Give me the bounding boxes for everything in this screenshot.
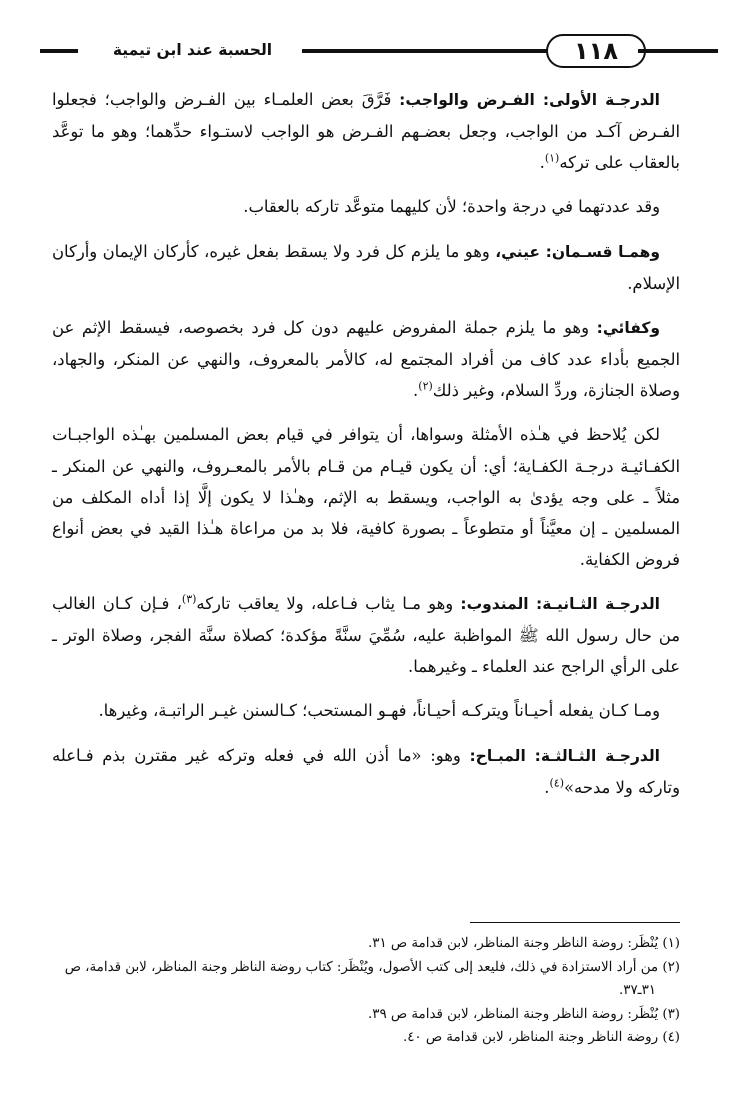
paragraph [52, 236, 680, 299]
paragraph [52, 740, 680, 803]
paragraph-lead: الدرجـة الثـانيـة: المندوب: [460, 595, 660, 613]
paragraph-lead: الدرجـة الأولى: الفـرض والواجب: [399, 91, 660, 109]
footnote: (١) يُنْظَر: روضة الناظر وجنة المناظر، لابن قدامة ص ٣١. [368, 936, 680, 951]
paragraph-text: ومـا كـان يفعله أحيـاناً ويتركـه أحيـاناً، فهـو المستحب؛ كـالسنن غيـر الراتبـة، وغيرها. [98, 701, 660, 720]
paragraph-lead: وهمـا قسـمان: عيني، [495, 243, 660, 261]
paragraph-tail: . [539, 153, 545, 172]
footnote-ref[interactable]: (٣) [181, 592, 197, 606]
paragraph-tail: . [544, 778, 550, 797]
paragraph [52, 695, 680, 727]
footnote: (٣) يُنْظَر: روضة الناظر وجنة المناظر، لابن قدامة ص ٣٩. [368, 1006, 680, 1022]
paragraph-lead: الدرجـة الثـالثـة: المبـاح: [469, 747, 660, 765]
paragraph-text: وهو ما يلزم كل فرد ولا يسقط بفعل غيره، كأركان الإيمان وأركان الإسلام. [52, 242, 680, 293]
paragraph-text: وقد عددتهما في درجة واحدة؛ لأن كليهما متوعَّد تاركه بالعقاب. [243, 197, 660, 216]
page-number: ١١٨ [546, 34, 646, 68]
paragraph [52, 191, 680, 223]
paragraph [52, 84, 680, 178]
footnotes [60, 932, 680, 1050]
footnote-separator [470, 922, 680, 923]
footnote-ref[interactable]: (٢) [418, 379, 433, 393]
footnote-ref[interactable]: (٤) [549, 776, 564, 790]
paragraph [52, 588, 680, 682]
paragraph-tail: . [413, 381, 419, 400]
paragraph-text: وهو ما يلزم جملة المفروض عليهم دون كل فرد بخصوصه، فيسقط الإثم عن الجميع بأداء عدد كاف من أفراد المجتمع له، كالأمر بالمعروف، والنهي عن المنكر، والجهاد، وصلاة الجنازة، وردِّ السلام، وغير ذلك [52, 318, 680, 400]
footnote: (٤) روضة الناظر وجنة المناظر، لابن قدامة ص ٤٠. [402, 1030, 680, 1045]
paragraph-text: وهو: «ما أذن الله في فعله وتركه غير مقترن بذم فـاعله وتاركه ولا مدحه» [52, 746, 680, 797]
footnote: (٢) من أراد الاستزادة في ذلك، فليعد إلى كتب الأصول، ويُنْظَر: كتاب روضة الناظر وجنة المناظر، لابن قدامة، ص ٣١ـ٣٧. [64, 959, 680, 998]
page-header [40, 30, 718, 70]
paragraph [52, 312, 680, 406]
paragraph-tail: ، فـإن كـان الغالب من حال رسول الله ﷺ المواظبة عليه، سُمِّيَ سنَّةً مؤكدة؛ كصلاة سنَّة الفجر، وصلاة الوتر ـ على الرأي الراجح عند العلماء ـ وغيرهما. [52, 594, 680, 676]
paragraph-text: لكن يُلاحظ في هـٰذه الأمثلة وسواها، أن يتوافر في قيام بعض المسلمين بهـٰذه الواجبـات الكفـائيـة درجـة الكفـاية؛ أي: أن يكون قيـام من قـام بالأمر بالمعـروف، والنهي عن المنكر ـ مثلاً ـ على وجه يؤدىٰ به الواجب، ويسقط به الإثم، وهـٰذا لا يكون إلَّا إذا أداه المكلف من المسلمين ـ إن معيَّناً أو متطوعاً ـ بصورة كافية، فلا بد من مراعاة هـٰذا القيد في بعض أنواع فروض الكفاية. [52, 425, 680, 569]
main-text [52, 84, 680, 816]
header-rule-right [638, 49, 718, 53]
paragraph [52, 419, 680, 575]
paragraph-text: فَرَّقَ بعض العلمـاء بين الفـرض والواجب؛ فجعلوا الفـرض آكـد من الواجب، وجعل بعضـهم الفـرض هو الواجب لاستـواء حدِّهما؛ وهو ما توعَّد بالعقاب على تركه [52, 90, 680, 172]
paragraph-text: وهو مـا يثاب فـاعله، ولا يعاقب تاركه [196, 594, 461, 613]
running-title: الحسبة عند ابن تيمية [112, 41, 273, 59]
header-rule-left [40, 49, 78, 53]
paragraph-lead: وكفائي: [596, 319, 660, 337]
footnote-ref[interactable]: (١) [544, 151, 560, 165]
